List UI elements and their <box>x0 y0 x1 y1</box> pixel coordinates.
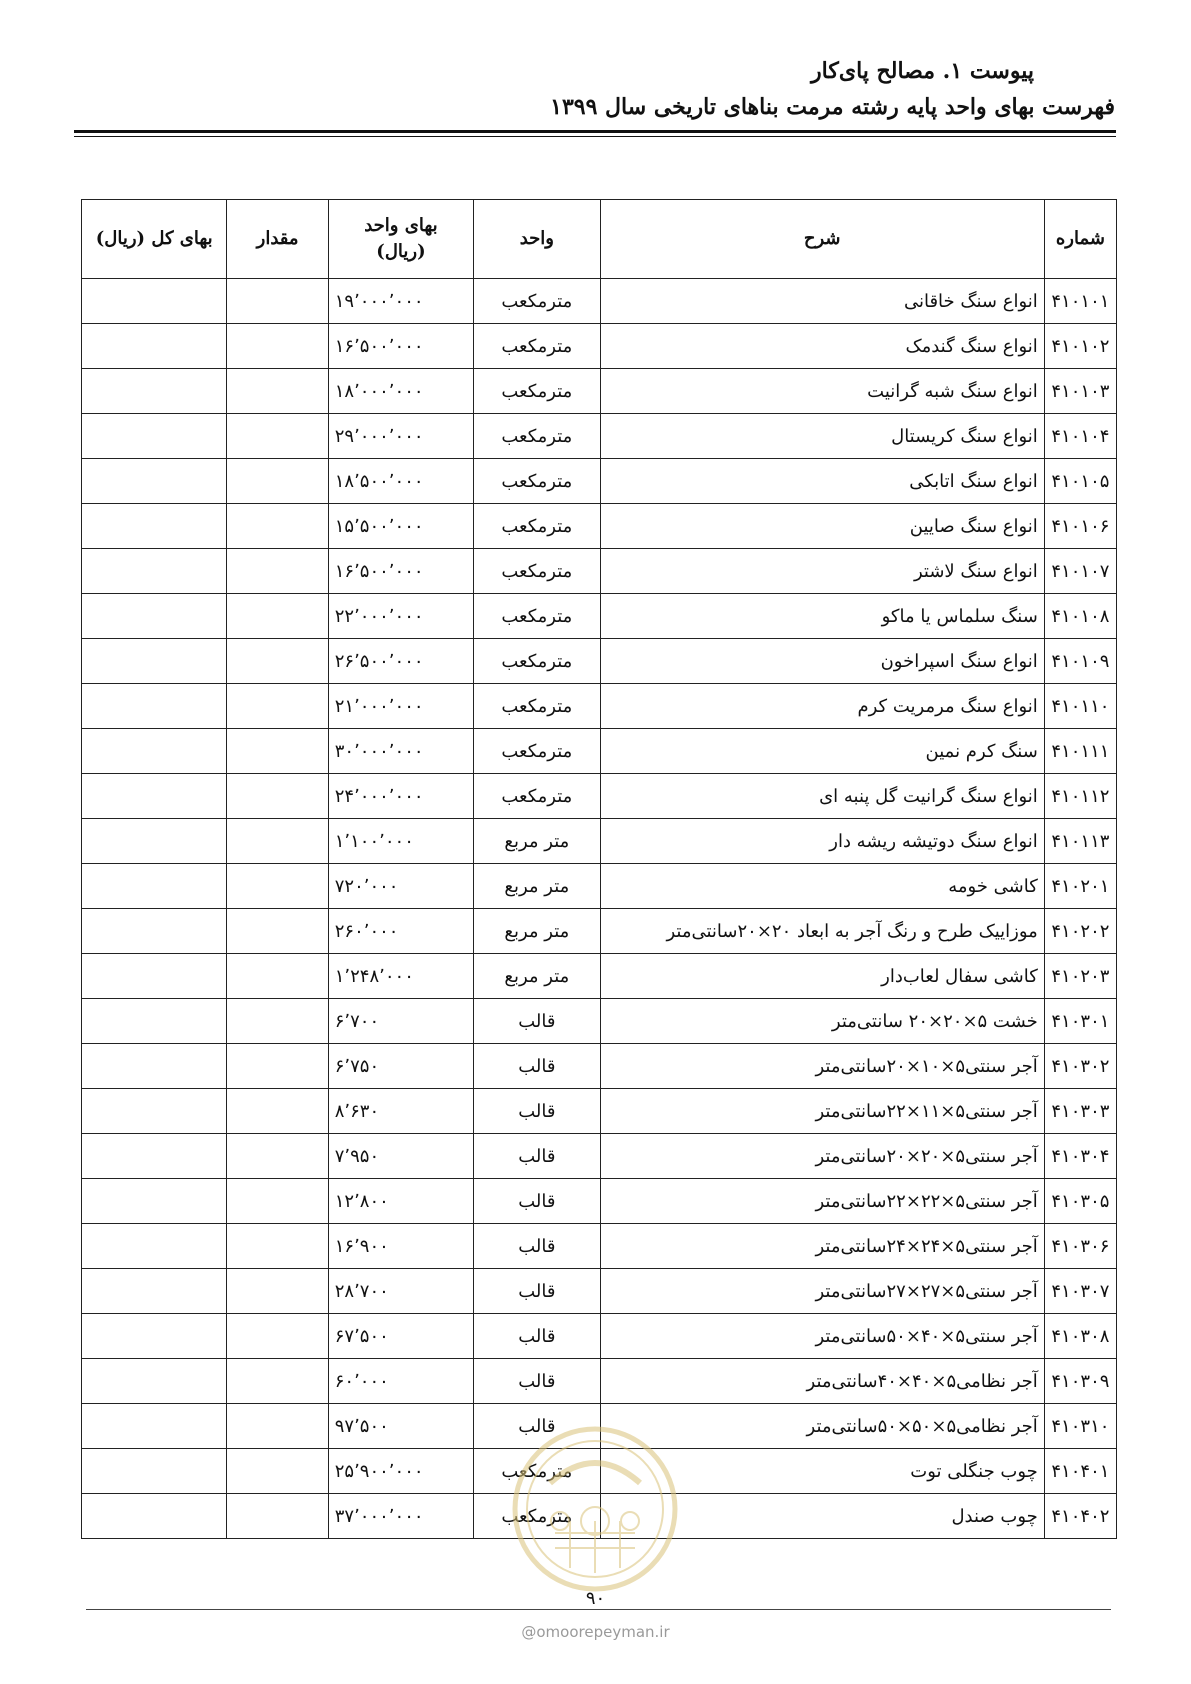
cell-unit-price: ۱۶٬۵۰۰٬۰۰۰ <box>328 549 473 594</box>
table-row <box>82 1044 1117 1089</box>
cell-total <box>82 1269 227 1314</box>
cell-quantity <box>227 1449 328 1494</box>
table-row <box>82 504 1117 549</box>
cell-total <box>82 1044 227 1089</box>
cell-unit: مترمکعب <box>474 459 600 504</box>
table-row <box>82 864 1117 909</box>
cell-number: ۴۱۰۱۰۵ <box>1044 459 1116 504</box>
cell-number: ۴۱۰۱۰۱ <box>1044 279 1116 324</box>
cell-unit: قالب <box>474 1179 600 1224</box>
cell-unit: قالب <box>474 1224 600 1269</box>
cell-unit: مترمکعب <box>474 729 600 774</box>
cell-quantity <box>227 1359 328 1404</box>
cell-unit: مترمکعب <box>474 279 600 324</box>
cell-description: چوب صندل <box>600 1494 1044 1539</box>
cell-number: ۴۱۰۳۰۱ <box>1044 999 1116 1044</box>
cell-unit-price: ۱٬۱۰۰٬۰۰۰ <box>328 819 473 864</box>
cell-unit: مترمکعب <box>474 639 600 684</box>
table-row <box>82 369 1117 414</box>
cell-unit-price: ۱۹٬۰۰۰٬۰۰۰ <box>328 279 473 324</box>
cell-total <box>82 954 227 999</box>
cell-unit-price: ۲۹٬۰۰۰٬۰۰۰ <box>328 414 473 459</box>
cell-description: انواع سنگ گندمک <box>600 324 1044 369</box>
header-description: شرح <box>600 200 1044 279</box>
cell-quantity <box>227 729 328 774</box>
cell-total <box>82 1359 227 1404</box>
cell-unit-price: ۲۴٬۰۰۰٬۰۰۰ <box>328 774 473 819</box>
cell-description: آجر سنتی۵×۱۰×۲۰سانتی‌متر <box>600 1044 1044 1089</box>
cell-unit-price: ۶٬۷۰۰ <box>328 999 473 1044</box>
cell-description: آجر سنتی۵×۲۴×۲۴سانتی‌متر <box>600 1224 1044 1269</box>
cell-number: ۴۱۰۱۰۸ <box>1044 594 1116 639</box>
cell-unit-price: ۳۷٬۰۰۰٬۰۰۰ <box>328 1494 473 1539</box>
document-title: فهرست بهای واحد پایه رشته مرمت بناهای تاریخی سال ۱۳۹۹ <box>550 94 1115 120</box>
cell-quantity <box>227 1314 328 1359</box>
cell-unit-price: ۲۶۰٬۰۰۰ <box>328 909 473 954</box>
cell-total <box>82 369 227 414</box>
cell-quantity <box>227 1089 328 1134</box>
footer-rule <box>86 1609 1111 1610</box>
cell-unit-price: ۱۸٬۵۰۰٬۰۰۰ <box>328 459 473 504</box>
cell-number: ۴۱۰۴۰۱ <box>1044 1449 1116 1494</box>
table-row <box>82 909 1117 954</box>
cell-description: انواع سنگ اتابکی <box>600 459 1044 504</box>
cell-quantity <box>227 324 328 369</box>
cell-description: چوب جنگلی توت <box>600 1449 1044 1494</box>
cell-total <box>82 684 227 729</box>
cell-unit-price: ۲۸٬۷۰۰ <box>328 1269 473 1314</box>
cell-number: ۴۱۰۱۰۴ <box>1044 414 1116 459</box>
cell-unit-price: ۲۲٬۰۰۰٬۰۰۰ <box>328 594 473 639</box>
cell-unit-price: ۷۲۰٬۰۰۰ <box>328 864 473 909</box>
cell-number: ۴۱۰۱۰۲ <box>1044 324 1116 369</box>
cell-unit: قالب <box>474 1089 600 1134</box>
cell-quantity <box>227 639 328 684</box>
cell-unit-price: ۲۶٬۵۰۰٬۰۰۰ <box>328 639 473 684</box>
cell-unit: متر مربع <box>474 954 600 999</box>
cell-unit-price: ۹۷٬۵۰۰ <box>328 1404 473 1449</box>
cell-quantity <box>227 954 328 999</box>
cell-description: خشت ۵×۲۰×۲۰ سانتی‌متر <box>600 999 1044 1044</box>
cell-description: سنگ سلماس یا ماکو <box>600 594 1044 639</box>
table-row <box>82 729 1117 774</box>
cell-description: انواع سنگ اسپراخون <box>600 639 1044 684</box>
cell-number: ۴۱۰۳۰۵ <box>1044 1179 1116 1224</box>
cell-total <box>82 1494 227 1539</box>
cell-quantity <box>227 414 328 459</box>
table-row <box>82 819 1117 864</box>
cell-number: ۴۱۰۱۱۱ <box>1044 729 1116 774</box>
cell-quantity <box>227 864 328 909</box>
table-row <box>82 459 1117 504</box>
table-row <box>82 1134 1117 1179</box>
cell-number: ۴۱۰۱۰۳ <box>1044 369 1116 414</box>
cell-description: انواع سنگ کریستال <box>600 414 1044 459</box>
table-row <box>82 279 1117 324</box>
cell-number: ۴۱۰۱۱۰ <box>1044 684 1116 729</box>
cell-description: سنگ کرم نمین <box>600 729 1044 774</box>
cell-description: آجر نظامی۵×۵۰×۵۰سانتی‌متر <box>600 1404 1044 1449</box>
seal-logo-icon <box>510 1423 680 1595</box>
cell-number: ۴۱۰۴۰۲ <box>1044 1494 1116 1539</box>
header-unit-price-line2: (ریال) <box>376 241 426 262</box>
cell-unit-price: ۱۵٬۵۰۰٬۰۰۰ <box>328 504 473 549</box>
table-row <box>82 414 1117 459</box>
website-watermark: @omoorepeyman.ir <box>521 1623 670 1641</box>
cell-unit-price: ۶۷٬۵۰۰ <box>328 1314 473 1359</box>
cell-number: ۴۱۰۳۰۹ <box>1044 1359 1116 1404</box>
cell-total <box>82 774 227 819</box>
cell-unit-price: ۳۰٬۰۰۰٬۰۰۰ <box>328 729 473 774</box>
cell-unit: قالب <box>474 1359 600 1404</box>
cell-total <box>82 279 227 324</box>
header-total: بهای کل (ریال) <box>82 200 227 279</box>
table-row <box>82 684 1117 729</box>
cell-quantity <box>227 594 328 639</box>
cell-unit: مترمکعب <box>474 549 600 594</box>
cell-unit-price: ۷٬۹۵۰ <box>328 1134 473 1179</box>
cell-description: انواع سنگ گرانیت گل پنبه ای <box>600 774 1044 819</box>
cell-quantity <box>227 909 328 954</box>
cell-unit: قالب <box>474 1044 600 1089</box>
cell-total <box>82 1449 227 1494</box>
cell-quantity <box>227 504 328 549</box>
price-table <box>81 199 1117 1539</box>
table-row <box>82 324 1117 369</box>
header-number: شماره <box>1044 200 1116 279</box>
cell-number: ۴۱۰۳۰۲ <box>1044 1044 1116 1089</box>
cell-total <box>82 1089 227 1134</box>
cell-total <box>82 729 227 774</box>
table-row <box>82 1224 1117 1269</box>
cell-quantity <box>227 459 328 504</box>
cell-quantity <box>227 999 328 1044</box>
cell-unit: مترمکعب <box>474 1449 600 1494</box>
table-row <box>82 549 1117 594</box>
appendix-title: پیوست ۱. مصالح پای‌کار <box>811 58 1034 84</box>
table-row <box>82 1269 1117 1314</box>
table-row <box>82 999 1117 1044</box>
cell-unit-price: ۶٬۷۵۰ <box>328 1044 473 1089</box>
table-row <box>82 594 1117 639</box>
cell-total <box>82 1179 227 1224</box>
cell-number: ۴۱۰۲۰۲ <box>1044 909 1116 954</box>
cell-number: ۴۱۰۳۰۴ <box>1044 1134 1116 1179</box>
cell-total <box>82 414 227 459</box>
table-row <box>82 1314 1117 1359</box>
cell-description: انواع سنگ مرمریت کرم <box>600 684 1044 729</box>
cell-total <box>82 594 227 639</box>
cell-total <box>82 1404 227 1449</box>
cell-description: کاشی خومه <box>600 864 1044 909</box>
cell-number: ۴۱۰۳۱۰ <box>1044 1404 1116 1449</box>
header-unit: واحد <box>474 200 600 279</box>
header-rule-thick <box>74 130 1116 133</box>
cell-unit: مترمکعب <box>474 369 600 414</box>
cell-quantity <box>227 1404 328 1449</box>
cell-quantity <box>227 1044 328 1089</box>
header-unit-price <box>328 200 473 279</box>
cell-total <box>82 1224 227 1269</box>
cell-description: آجر سنتی۵×۲۰×۲۰سانتی‌متر <box>600 1134 1044 1179</box>
cell-quantity <box>227 369 328 414</box>
cell-quantity <box>227 1134 328 1179</box>
cell-unit-price: ۱۶٬۵۰۰٬۰۰۰ <box>328 324 473 369</box>
cell-unit: قالب <box>474 1134 600 1179</box>
header-unit-price-line1: بهای واحد <box>364 215 438 236</box>
cell-number: ۴۱۰۳۰۷ <box>1044 1269 1116 1314</box>
cell-total <box>82 324 227 369</box>
cell-total <box>82 999 227 1044</box>
cell-total <box>82 819 227 864</box>
cell-number: ۴۱۰۲۰۳ <box>1044 954 1116 999</box>
cell-unit-price: ۱۶٬۹۰۰ <box>328 1224 473 1269</box>
cell-description: انواع سنگ صایین <box>600 504 1044 549</box>
cell-quantity <box>227 1179 328 1224</box>
cell-description: انواع سنگ لاشتر <box>600 549 1044 594</box>
cell-unit-price: ۱۸٬۰۰۰٬۰۰۰ <box>328 369 473 414</box>
cell-quantity <box>227 1494 328 1539</box>
cell-quantity <box>227 279 328 324</box>
cell-unit: مترمکعب <box>474 684 600 729</box>
cell-unit-price: ۲۵٬۹۰۰٬۰۰۰ <box>328 1449 473 1494</box>
cell-unit: متر مربع <box>474 819 600 864</box>
cell-unit-price: ۱٬۲۴۸٬۰۰۰ <box>328 954 473 999</box>
cell-unit: متر مربع <box>474 864 600 909</box>
table-row <box>82 954 1117 999</box>
cell-description: آجر سنتی۵×۱۱×۲۲سانتی‌متر <box>600 1089 1044 1134</box>
cell-description: انواع سنگ دوتیشه ریشه دار <box>600 819 1044 864</box>
cell-unit-price: ۶۰٬۰۰۰ <box>328 1359 473 1404</box>
cell-total <box>82 1134 227 1179</box>
cell-quantity <box>227 774 328 819</box>
cell-description: آجر سنتی۵×۲۲×۲۲سانتی‌متر <box>600 1179 1044 1224</box>
table-row <box>82 1089 1117 1134</box>
cell-unit: قالب <box>474 1404 600 1449</box>
cell-unit: مترمکعب <box>474 1494 600 1539</box>
cell-quantity <box>227 1269 328 1314</box>
cell-unit-price: ۸٬۶۳۰ <box>328 1089 473 1134</box>
table-row <box>82 774 1117 819</box>
cell-unit: مترمکعب <box>474 774 600 819</box>
cell-unit: مترمکعب <box>474 504 600 549</box>
cell-number: ۴۱۰۱۰۶ <box>1044 504 1116 549</box>
table-row <box>82 1359 1117 1404</box>
cell-total <box>82 1314 227 1359</box>
cell-description: موزاییک طرح و رنگ آجر به ابعاد ۲۰×۲۰سانتی‌متر <box>600 909 1044 954</box>
cell-unit-price: ۲۱٬۰۰۰٬۰۰۰ <box>328 684 473 729</box>
page-number: ۹۰ <box>585 1588 606 1609</box>
cell-unit: متر مربع <box>474 909 600 954</box>
cell-total <box>82 549 227 594</box>
cell-unit: مترمکعب <box>474 594 600 639</box>
cell-quantity <box>227 1224 328 1269</box>
cell-quantity <box>227 819 328 864</box>
cell-total <box>82 639 227 684</box>
cell-number: ۴۱۰۱۰۷ <box>1044 549 1116 594</box>
cell-number: ۴۱۰۱۱۲ <box>1044 774 1116 819</box>
cell-description: انواع سنگ شبه گرانیت <box>600 369 1044 414</box>
header-rule-thin <box>74 136 1116 137</box>
cell-quantity <box>227 549 328 594</box>
cell-number: ۴۱۰۱۰۹ <box>1044 639 1116 684</box>
table-header-row <box>82 200 1117 279</box>
table-row <box>82 639 1117 684</box>
cell-quantity <box>227 684 328 729</box>
cell-description: آجر سنتی۵×۴۰×۵۰سانتی‌متر <box>600 1314 1044 1359</box>
cell-description: آجر سنتی۵×۲۷×۲۷سانتی‌متر <box>600 1269 1044 1314</box>
cell-total <box>82 909 227 954</box>
cell-number: ۴۱۰۳۰۶ <box>1044 1224 1116 1269</box>
header-quantity: مقدار <box>227 200 328 279</box>
cell-unit: مترمکعب <box>474 414 600 459</box>
cell-total <box>82 864 227 909</box>
cell-unit: قالب <box>474 1314 600 1359</box>
cell-number: ۴۱۰۳۰۸ <box>1044 1314 1116 1359</box>
cell-unit: قالب <box>474 1269 600 1314</box>
cell-description: انواع سنگ خاقانی <box>600 279 1044 324</box>
cell-description: آجر نظامی۵×۴۰×۴۰سانتی‌متر <box>600 1359 1044 1404</box>
cell-description: کاشی سفال لعاب‌دار <box>600 954 1044 999</box>
cell-unit-price: ۱۲٬۸۰۰ <box>328 1179 473 1224</box>
cell-unit: قالب <box>474 999 600 1044</box>
cell-total <box>82 459 227 504</box>
cell-number: ۴۱۰۳۰۳ <box>1044 1089 1116 1134</box>
cell-unit: مترمکعب <box>474 324 600 369</box>
cell-total <box>82 504 227 549</box>
cell-number: ۴۱۰۲۰۱ <box>1044 864 1116 909</box>
table-row <box>82 1179 1117 1224</box>
cell-number: ۴۱۰۱۱۳ <box>1044 819 1116 864</box>
